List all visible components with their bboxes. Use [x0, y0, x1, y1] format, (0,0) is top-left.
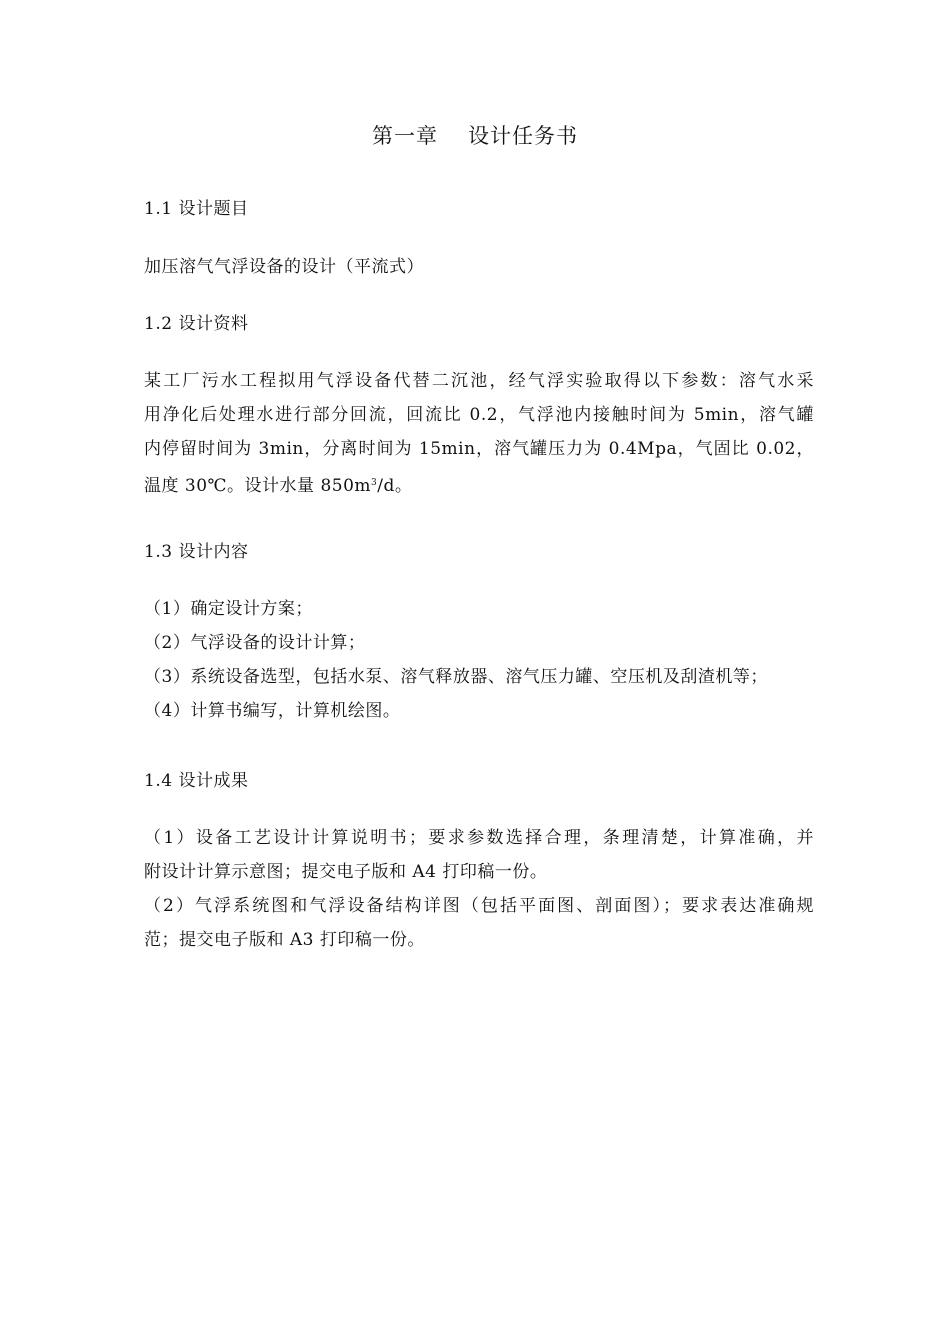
paragraph-line: 某工厂污水工程拟用气浮设备代替二沉池，经气浮实验取得以下参数：溶气水采: [144, 371, 814, 391]
paragraph-line: 用净化后处理水进行部分回流，回流比 0.2，气浮池内接触时间为 5min，溶气罐: [144, 405, 814, 425]
paragraph-line: 范；提交电子版和 A3 打印稿一份。: [144, 930, 425, 950]
chapter-number: 第一章: [372, 124, 438, 148]
chapter-title: [0, 121, 950, 151]
list-item: （2）气浮设备的设计计算；: [144, 633, 366, 653]
list-item: （4）计算书编写，计算机绘图。: [144, 701, 401, 721]
section-heading: 1.2 设计资料: [144, 314, 249, 334]
section-1-3: [144, 535, 814, 569]
paragraph-line: （1）设备工艺设计计算说明书；要求参数选择合理，条理清楚，计算准确，并: [144, 828, 814, 848]
paragraph-line: （2）气浮系统图和气浮设备结构详图（包括平面图、剖面图）；要求表达准确规: [144, 896, 814, 916]
paragraph-text: 加压溶气气浮设备的设计（平流式）: [144, 257, 424, 277]
list-item: （3）系统设备选型，包括水泵、溶气释放器、溶气压力罐、空压机及刮渣机等；: [144, 667, 768, 687]
paragraph-line-last: [144, 466, 814, 503]
section-1-1: [144, 192, 814, 226]
paragraph-line: 内停留时间为 3min，分离时间为 15min，溶气罐压力为 0.4Mpa，气固比 0.02，: [144, 439, 814, 459]
section-heading: 1.3 设计内容: [144, 542, 249, 562]
section-1-4: [144, 764, 814, 798]
unit-superscript: 3: [371, 478, 378, 488]
section-heading: 1.1 设计题目: [144, 199, 249, 219]
paragraph-line: 附设计计算示意图；提交电子版和 A4 打印稿一份。: [144, 862, 548, 882]
section-heading: 1.4 设计成果: [144, 771, 249, 791]
section-1-2-body: [144, 364, 814, 503]
chapter-name: 设计任务书: [468, 124, 578, 148]
section-1-4-body: [144, 821, 814, 957]
paragraph-text: 温度 30℃。设计水量 850m: [144, 476, 372, 496]
unit-tail: /d。: [377, 476, 413, 496]
section-1-1-body: [144, 250, 814, 284]
section-1-2: [144, 307, 814, 341]
list-item: （1）确定设计方案；: [144, 599, 313, 619]
section-1-3-list: [144, 592, 814, 728]
